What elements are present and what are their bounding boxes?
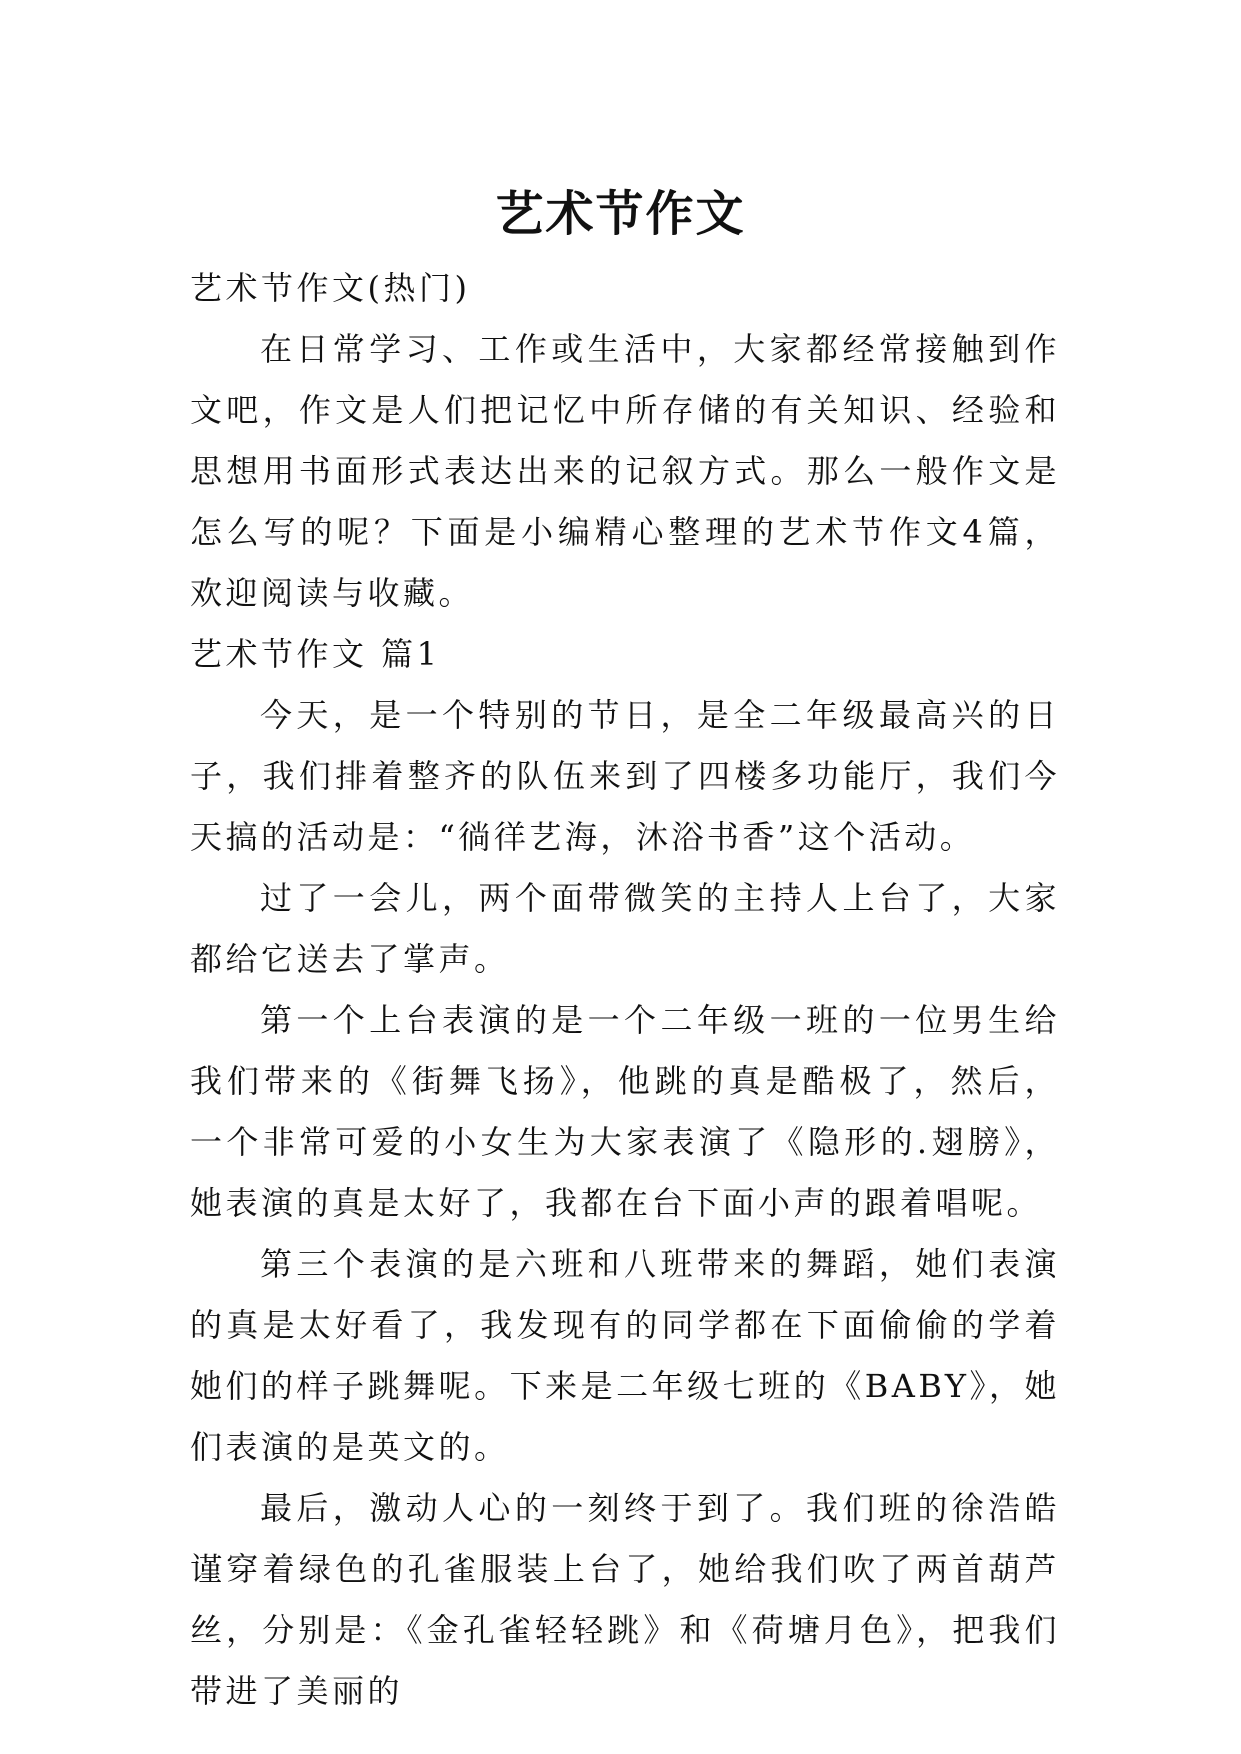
- section-heading: 艺术节作文 篇1: [190, 635, 441, 673]
- body-paragraph: 最后，激动人心的一刻终于到了。我们班的徐浩皓谨穿着绿色的孔雀服装上台了，她给我们吹了两首葫芦丝，分别是：《金孔雀轻轻跳》和《荷塘月色》，把我们带进了美丽的: [190, 1489, 1060, 1710]
- body-paragraph: 过了一会儿，两个面带微笑的主持人上台了，大家都给它送去了掌声。: [190, 879, 1060, 978]
- subtitle-heading: 艺术节作文(热门): [190, 269, 471, 307]
- body-paragraph: 第一个上台表演的是一个二年级一班的一位男生给我们带来的《街舞飞扬》，他跳的真是酷极了，然后，一个非常可爱的小女生为大家表演了《隐形的.翅膀》，她表演的真是太好了，我都在台下面小声的跟着唱呢。: [190, 1001, 1060, 1222]
- document-title: 艺术节作文: [495, 186, 746, 243]
- document-body: [190, 258, 1060, 1722]
- intro-paragraph: 在日常学习、工作或生活中，大家都经常接触到作文吧，作文是人们把记忆中所存储的有关知识、经验和思想用书面形式表达出来的记叙方式。那么一般作文是怎么写的呢？下面是小编精心整理的艺术节作文4篇，欢迎阅读与收藏。: [190, 330, 1060, 612]
- body-paragraph: 第三个表演的是六班和八班带来的舞蹈，她们表演的真是太好看了，我发现有的同学都在下面偷偷的学着她们的样子跳舞呢。下来是二年级七班的《BABY》，她们表演的是英文的。: [190, 1245, 1060, 1466]
- body-paragraph: 今天，是一个特别的节日，是全二年级最高兴的日子，我们排着整齐的队伍来到了四楼多功能厅，我们今天搞的活动是：“徜徉艺海，沐浴书香”这个活动。: [190, 696, 1060, 856]
